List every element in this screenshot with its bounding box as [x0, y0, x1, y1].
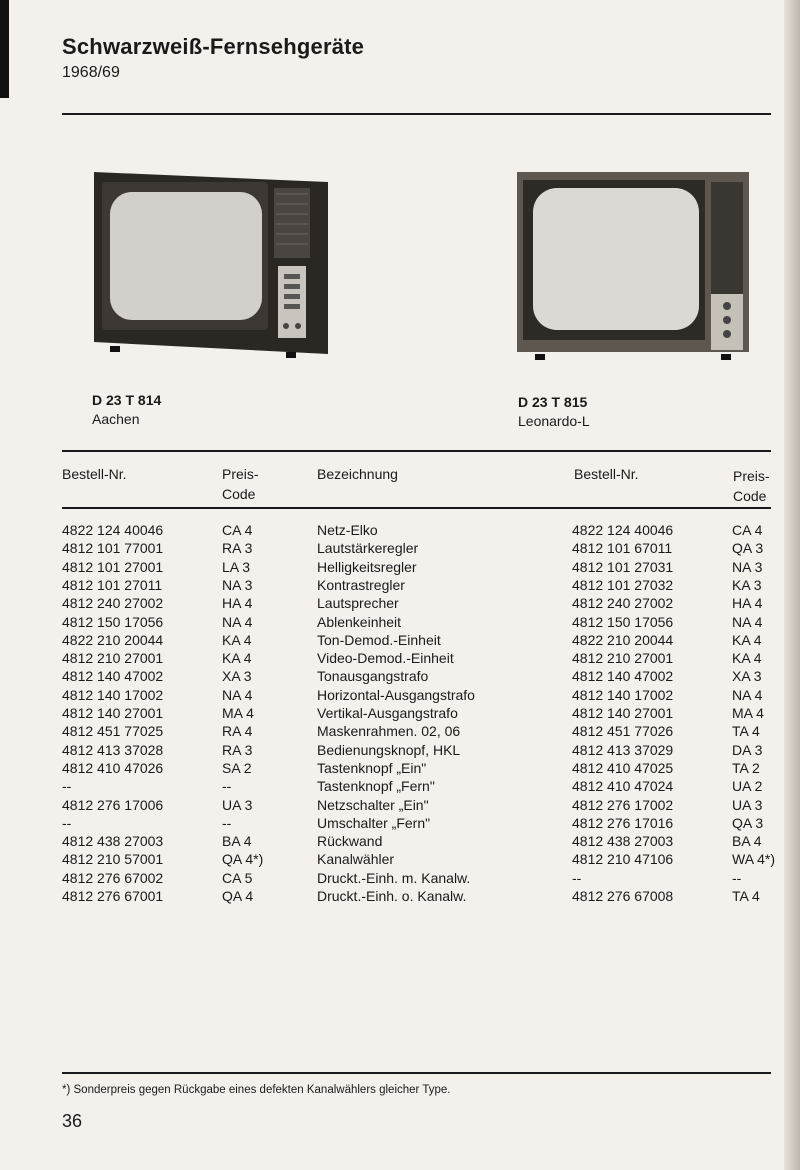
model-leonardo [518, 393, 590, 431]
model-name: Aachen [92, 411, 140, 427]
right-part-number: 4812 410 47024 [572, 778, 674, 795]
right-price-code: UA 3 [732, 796, 763, 813]
right-price-code: BA 4 [732, 833, 762, 850]
left-part-number: 4812 276 17006 [62, 796, 164, 813]
top-rule [62, 113, 771, 115]
part-name: Horizontal-Ausgangstrafo [317, 686, 475, 703]
left-part-number: 4812 101 77001 [62, 540, 164, 557]
right-part-number: 4812 210 27001 [572, 650, 674, 667]
right-price-code: NA 4 [732, 613, 763, 630]
right-price-code: KA 4 [732, 631, 762, 648]
table-row [0, 577, 800, 595]
left-part-number: 4822 210 20044 [62, 631, 164, 648]
part-name: Netz-Elko [317, 522, 378, 538]
left-part-number: 4812 276 67002 [62, 869, 164, 886]
right-part-number: 4812 240 27002 [572, 595, 674, 612]
part-name: Ablenkeinheit [317, 613, 402, 630]
header-bestell-right: Bestell-Nr. [574, 466, 639, 482]
table-top-rule [62, 450, 771, 452]
part-name: Ton-Demod.-Einheit [317, 631, 441, 648]
model-name: Leonardo-L [518, 413, 590, 429]
model-code: D 23 T 815 [518, 394, 588, 410]
left-price-code: RA 3 [222, 540, 253, 557]
part-name: Bedienungsknopf, HKL [317, 741, 461, 758]
right-price-code: UA 2 [732, 778, 763, 795]
left-part-number: -- [62, 814, 72, 831]
right-price-code: XA 3 [732, 668, 762, 685]
left-price-code: MA 4 [222, 705, 254, 721]
left-part-number: 4822 124 40046 [62, 522, 164, 538]
right-part-number: 4812 101 67011 [572, 540, 673, 557]
part-name: Umschalter „Fern" [317, 814, 431, 831]
part-name: Druckt.-Einh. o. Kanalw. [317, 888, 467, 904]
right-price-code: CA 4 [732, 522, 763, 538]
right-part-number: 4812 276 67008 [572, 888, 674, 904]
page-title: Schwarzweiß-Fernsehgeräte [62, 34, 365, 59]
part-name: Tastenknopf „Fern" [317, 778, 435, 795]
right-price-code: NA 3 [732, 558, 763, 575]
header-rule [62, 507, 771, 509]
table-row [0, 797, 800, 815]
right-price-code: WA 4*) [732, 851, 776, 868]
right-price-code: TA 4 [732, 723, 760, 740]
right-price-code: MA 4 [732, 705, 764, 721]
left-price-code: SA 2 [222, 759, 252, 776]
footnote: *) Sonderpreis gegen Rückgabe eines defekten Kanalwählers gleicher Type. [62, 1084, 451, 1096]
right-price-code: TA 2 [732, 759, 760, 776]
left-price-code: UA 3 [222, 796, 253, 813]
part-name: Druckt.-Einh. m. Kanalw. [317, 869, 471, 886]
left-part-number: 4812 101 27001 [62, 558, 164, 575]
left-part-number: -- [62, 778, 72, 795]
left-part-number: 4812 150 17056 [62, 613, 164, 630]
right-part-number: 4812 150 17056 [572, 613, 674, 630]
right-part-number: 4812 140 47002 [572, 668, 674, 685]
left-price-code: -- [222, 778, 232, 795]
header-bezeichnung: Bezeichnung [317, 466, 398, 482]
left-price-code: NA 4 [222, 686, 253, 703]
left-part-number: 4812 210 27001 [62, 650, 164, 667]
left-price-code: QA 4 [222, 888, 254, 904]
header-preis-left: Preis- Code [222, 466, 259, 502]
left-price-code: CA 4 [222, 522, 253, 538]
right-part-number: 4812 140 17002 [572, 686, 674, 703]
table-row [0, 522, 800, 540]
left-price-code: XA 3 [222, 668, 252, 685]
left-price-code: CA 5 [222, 869, 253, 886]
header-bestell-left: Bestell-Nr. [62, 466, 127, 482]
right-price-code: HA 4 [732, 595, 763, 612]
right-part-number: 4812 210 47106 [572, 851, 674, 868]
left-part-number: 4812 438 27003 [62, 833, 164, 850]
right-price-code: DA 3 [732, 741, 763, 758]
left-price-code: -- [222, 814, 232, 831]
table-row [0, 815, 800, 833]
left-part-number: 4812 140 17002 [62, 686, 164, 703]
table-row [0, 687, 800, 705]
table-row [0, 760, 800, 778]
table-row [0, 705, 800, 723]
left-part-number: 4812 451 77025 [62, 723, 164, 740]
right-part-number: 4812 140 27001 [572, 705, 674, 721]
right-price-code: -- [732, 869, 742, 886]
tv-image-aachen [90, 170, 332, 360]
part-name: Helligkeitsregler [317, 558, 417, 575]
right-part-number: 4812 410 47025 [572, 759, 674, 776]
right-price-code: TA 4 [732, 888, 760, 904]
left-price-code: LA 3 [222, 558, 251, 575]
model-code: D 23 T 814 [92, 392, 162, 408]
left-price-code: KA 4 [222, 650, 252, 667]
left-price-code: NA 4 [222, 613, 253, 630]
table-row [0, 870, 800, 888]
left-price-code: RA 4 [222, 723, 253, 740]
left-price-code: HA 4 [222, 595, 253, 612]
right-price-code: QA 3 [732, 814, 764, 831]
left-part-number: 4812 240 27002 [62, 595, 164, 612]
right-part-number: 4812 413 37029 [572, 741, 674, 758]
left-part-number: 4812 410 47026 [62, 759, 164, 776]
right-part-number: -- [572, 869, 582, 886]
part-name: Netzschalter „Ein" [317, 796, 429, 813]
table-row [0, 851, 800, 869]
right-part-number: 4822 210 20044 [572, 631, 674, 648]
table-row [0, 632, 800, 650]
table-row [0, 833, 800, 851]
right-part-number: 4812 451 77026 [572, 723, 674, 740]
footnote-rule [62, 1072, 771, 1074]
right-part-number: 4812 101 27031 [572, 558, 674, 575]
left-part-number: 4812 413 37028 [62, 741, 164, 758]
right-part-number: 4812 276 17002 [572, 796, 674, 813]
table-row [0, 540, 800, 558]
model-aachen [92, 391, 161, 429]
table-row [0, 888, 800, 906]
left-part-number: 4812 210 57001 [62, 851, 164, 868]
part-name: Lautsprecher [317, 595, 399, 612]
table-row [0, 742, 800, 760]
page-subtitle: 1968/69 [62, 64, 120, 81]
table-row [0, 595, 800, 613]
part-name: Maskenrahmen. 02, 06 [317, 723, 461, 740]
left-price-code: KA 4 [222, 631, 252, 648]
right-price-code: KA 3 [732, 576, 762, 593]
part-name: Tonausgangstrafo [317, 668, 429, 685]
part-name: Lautstärkeregler [317, 540, 419, 557]
part-name: Vertikal-Ausgangstrafo [317, 705, 458, 721]
table-row [0, 650, 800, 668]
left-part-number: 4812 101 27011 [62, 576, 163, 593]
header-preis-right: Preis- Code [733, 468, 770, 504]
part-name: Kontrastregler [317, 576, 405, 593]
tv-image-leonardo [515, 170, 751, 362]
table-row [0, 723, 800, 741]
left-part-number: 4812 276 67001 [62, 888, 164, 904]
left-price-code: BA 4 [222, 833, 252, 850]
page-number: 36 [62, 1111, 83, 1131]
table-row [0, 668, 800, 686]
table-row [0, 778, 800, 796]
part-name: Video-Demod.-Einheit [317, 650, 454, 667]
part-name: Rückwand [317, 833, 383, 850]
right-price-code: QA 3 [732, 540, 764, 557]
left-part-number: 4812 140 27001 [62, 705, 164, 721]
right-part-number: 4812 276 17016 [572, 814, 674, 831]
part-name: Tastenknopf „Ein" [317, 759, 427, 776]
part-name: Kanalwähler [317, 851, 395, 868]
right-part-number: 4822 124 40046 [572, 522, 674, 538]
right-part-number: 4812 438 27003 [572, 833, 674, 850]
left-price-code: NA 3 [222, 576, 253, 593]
left-price-code: QA 4*) [222, 851, 264, 868]
table-row [0, 559, 800, 577]
page-edge-mark [0, 0, 9, 98]
right-price-code: KA 4 [732, 650, 762, 667]
right-part-number: 4812 101 27032 [572, 576, 674, 593]
right-price-code: NA 4 [732, 686, 763, 703]
left-part-number: 4812 140 47002 [62, 668, 164, 685]
left-price-code: RA 3 [222, 741, 253, 758]
table-row [0, 614, 800, 632]
